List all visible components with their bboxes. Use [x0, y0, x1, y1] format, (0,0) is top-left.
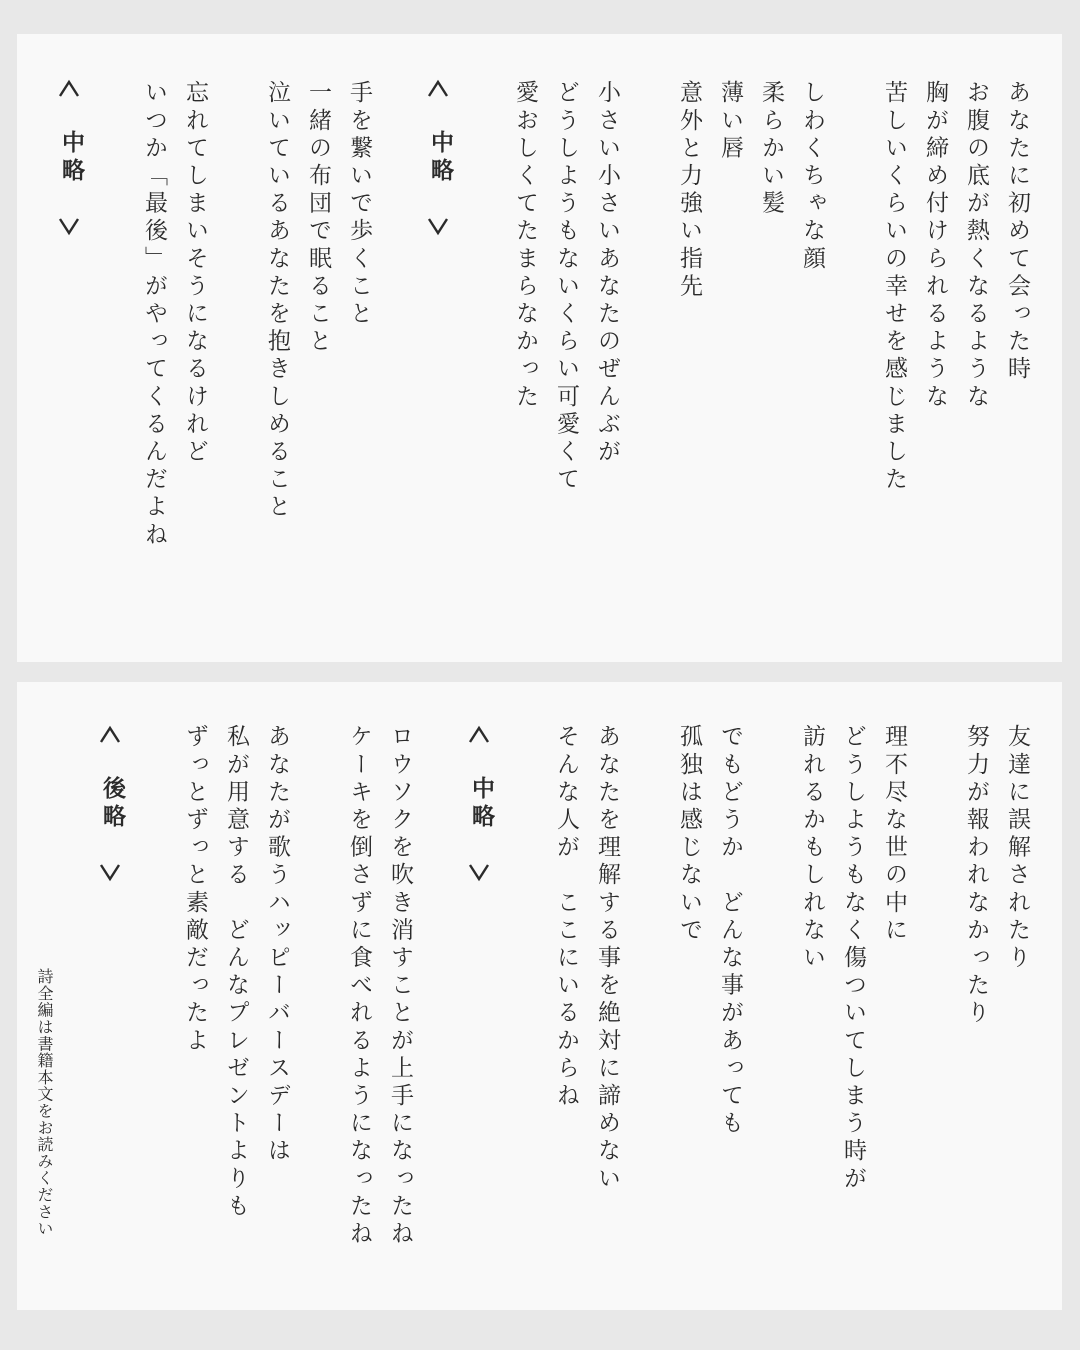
omission-label: 後略 [99, 776, 125, 832]
poem-line: あなたに初めて会った時 [1004, 80, 1030, 384]
omission-label: 中略 [58, 130, 84, 186]
poem-line: 一緒の布団で眠ること [305, 80, 331, 356]
poem-line: 泣いているあなたを抱きしめること [264, 80, 290, 522]
chevron-down-icon [56, 216, 82, 236]
poem-line: どうしようもないくらい可愛くて [553, 80, 579, 494]
poem-line: 愛おしくてたまらなかった [512, 80, 538, 412]
chevron-down-icon [97, 862, 123, 882]
footer-note: 詩全編は書籍本文をお読みください [35, 968, 54, 1237]
chevron-up-icon [97, 725, 123, 745]
poem-line: 訪れるかもしれない [799, 724, 825, 973]
poem-line: 柔らかい髪 [758, 80, 784, 218]
poem-line: 理不尽な世の中に [881, 724, 907, 945]
chevron-up-icon [466, 725, 492, 745]
poem-line: 努力が報われなかったり [963, 724, 989, 1028]
poem-line: でもどうか どんな事があっても [717, 724, 743, 1138]
poem-line: 苦しいくらいの幸せを感じました [881, 80, 907, 494]
chevron-down-icon [425, 216, 451, 236]
poem-page-2 [17, 682, 1062, 1310]
poem-line: あなたを理解する事を絶対に諦めない [594, 724, 620, 1194]
poem-line: 友達に誤解されたり [1004, 724, 1030, 973]
poem-page-1 [17, 34, 1062, 662]
poem-line: お腹の底が熱くなるような [963, 80, 989, 412]
poem-line: ケーキを倒さずに食べれるようになったね [346, 724, 372, 1249]
omission-label: 中略 [468, 776, 494, 832]
poem-line: あなたが歌うハッピーバースデーは [264, 724, 290, 1166]
poem-line: 胸が締め付けられるような [922, 80, 948, 412]
poem-line: しわくちゃな顔 [799, 80, 825, 274]
poem-line: 薄い唇 [717, 80, 743, 163]
poem-line: ずっとずっと素敵だったよ [182, 724, 208, 1056]
poem-line: 忘れてしまいそうになるけれど [182, 80, 208, 467]
poem-line: いつか「最後」がやってくるんだよね [141, 80, 167, 550]
poem-line: 意外と力強い指先 [676, 80, 702, 301]
omission-label: 中略 [427, 130, 453, 186]
chevron-down-icon [466, 862, 492, 882]
poem-line: 小さい小さいあなたのぜんぶが [594, 80, 620, 467]
poem-line: ロウソクを吹き消すことが上手になったね [387, 724, 413, 1249]
chevron-up-icon [56, 79, 82, 99]
poem-line: 私が用意する どんなプレゼントよりも [223, 724, 249, 1221]
poem-line: 手を繋いで歩くこと [346, 80, 372, 329]
poem-line: そんな人が ここにいるからね [553, 724, 579, 1111]
poem-line: 孤独は感じないで [676, 724, 702, 945]
chevron-up-icon [425, 79, 451, 99]
poem-line: どうしようもなく傷ついてしまう時が [840, 724, 866, 1194]
